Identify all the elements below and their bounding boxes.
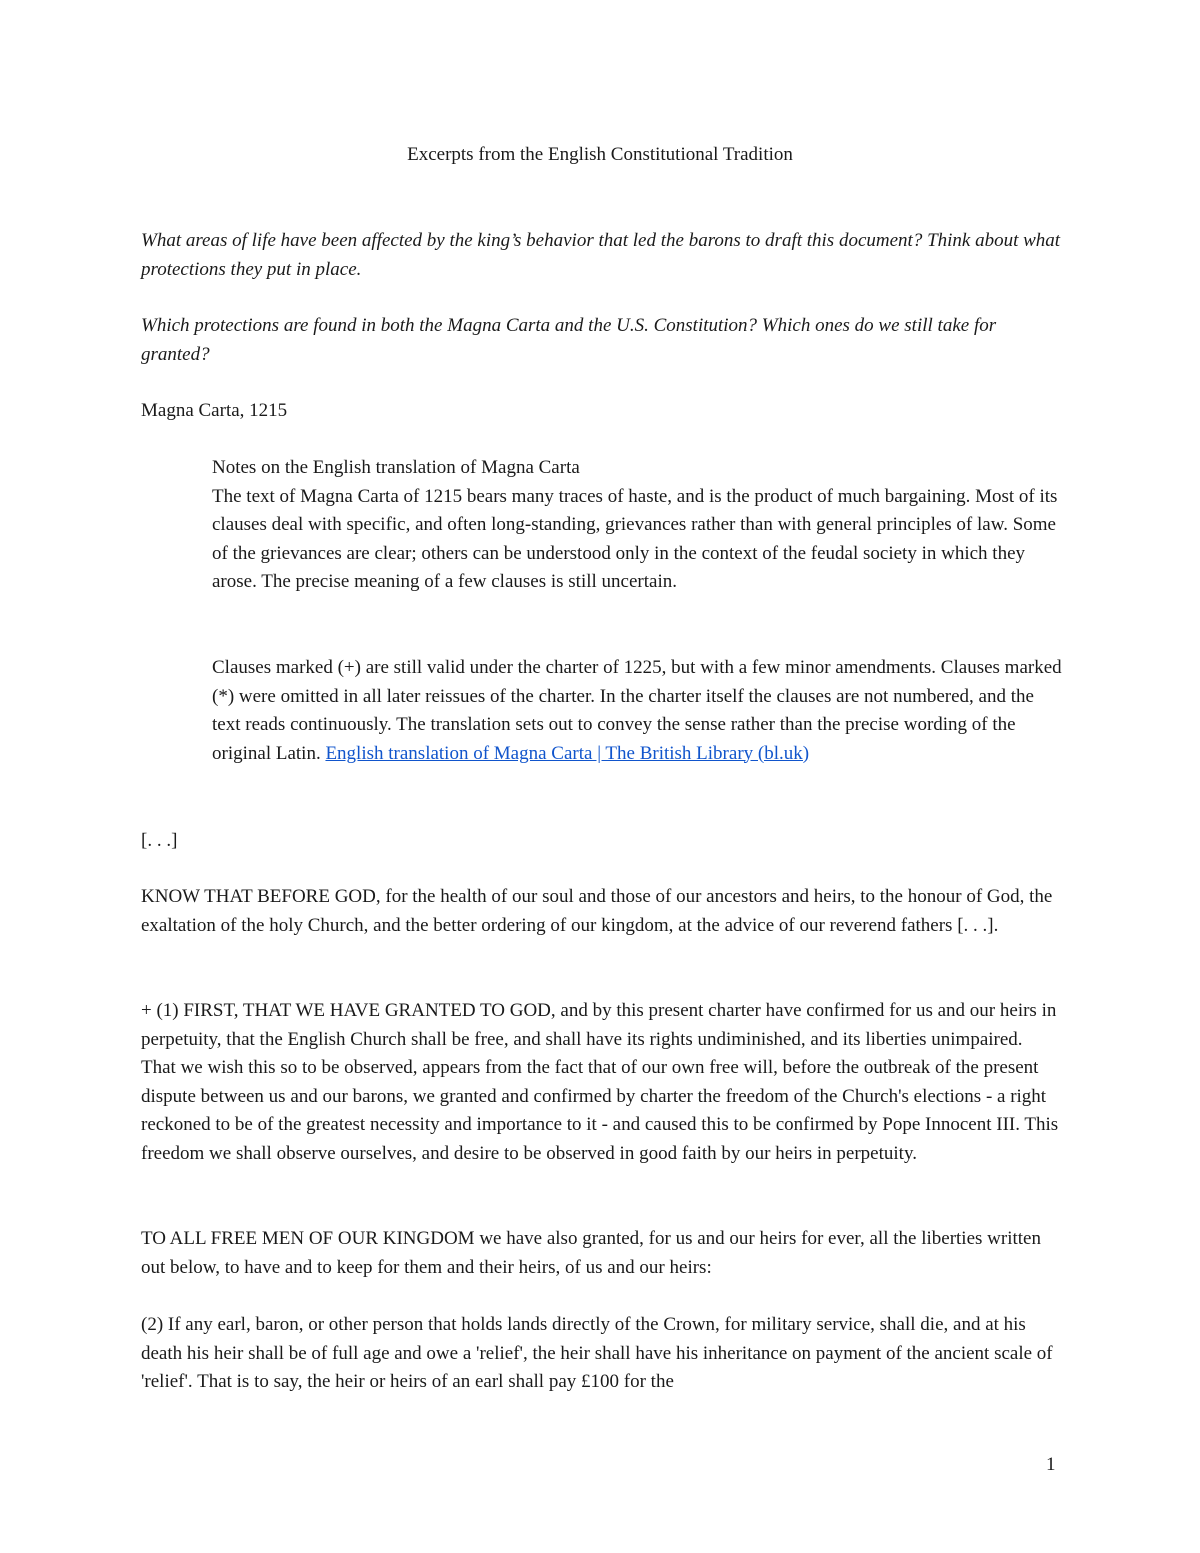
- ellipsis: [. . .]: [141, 830, 178, 851]
- paragraph-free-men: TO ALL FREE MEN OF OUR KINGDOM we have also granted, for us and our heirs for ever, all the liberties written out below, to have and to keep for them and their heirs, of us and our heirs:: [141, 1228, 1041, 1278]
- section-heading: Magna Carta, 1215: [141, 400, 288, 421]
- notes-paragraph-2: Clauses marked (+) are still valid under the charter of 1225, but with a few minor amendments. Clauses marked (*) were omitted in all later reissues of the charter. In the charter itself the clauses are not numbered, and the text reads continuously. The translation sets out to convey the sense rather than the precise wording of the original Latin. English translation of Magna Carta | The British Library (bl.uk): [212, 657, 1062, 764]
- paragraph-know-that: KNOW THAT BEFORE GOD, for the health of our soul and those of our ancestors and heirs, to the honour of God, the exaltation of the holy Church, and the better ordering of our kingdom, at the advice of our reverend fathers [. . .].: [141, 886, 1053, 936]
- british-library-link[interactable]: English translation of Magna Carta | The British Library (bl.uk): [325, 742, 810, 764]
- notes-heading: Notes on the English translation of Magna Carta: [212, 457, 580, 478]
- notes-paragraph-1: The text of Magna Carta of 1215 bears many traces of haste, and is the product of much bargaining. Most of its clauses deal with specific, and often long-standing, grievances rather than with general principles of law. Some of the grievances are clear; others can be understood only in the context of the feudal society in which they arose. The precise meaning of a few clauses is still uncertain.: [212, 485, 1058, 592]
- page-title: Excerpts from the English Constitutional Tradition: [407, 144, 793, 165]
- question-1: What areas of life have been affected by the king’s behavior that led the barons to draft this document? Think about what protections they put in place.: [141, 230, 1061, 280]
- paragraph-clause-2: (2) If any earl, baron, or other person that holds lands directly of the Crown, for military service, shall die, and at his death his heir shall be of full age and owe a 'relief', the heir shall have his inheritance on payment of the ancient scale of 'relief'. That is to say, the heir or heirs of an earl shall pay £100 for the: [141, 1314, 1053, 1392]
- notes-paragraph-2-block: [212, 654, 1067, 768]
- paragraph-clause-1: + (1) FIRST, THAT WE HAVE GRANTED TO GOD, and by this present charter have confirmed for us and our heirs in perpetuity, that the English Church shall be free, and shall have its rights undiminished, and its liberties unimpaired. That we wish this so to be observed, appears from the fact that of our own free will, before the outbreak of the present dispute between us and our barons, we granted and confirmed by charter the freedom of the Church's elections - a right reckoned to be of the greatest necessity and importance to it - and caused this to be confirmed by Pope Innocent III. This freedom we shall observe ourselves, and desire to be observed in good faith by our heirs in perpetuity.: [141, 1000, 1059, 1164]
- notes-block: [212, 454, 1067, 597]
- question-2: Which protections are found in both the Magna Carta and the U.S. Constitution? Which ones do we still take for granted?: [141, 315, 997, 365]
- page-number: 1: [1046, 1454, 1056, 1475]
